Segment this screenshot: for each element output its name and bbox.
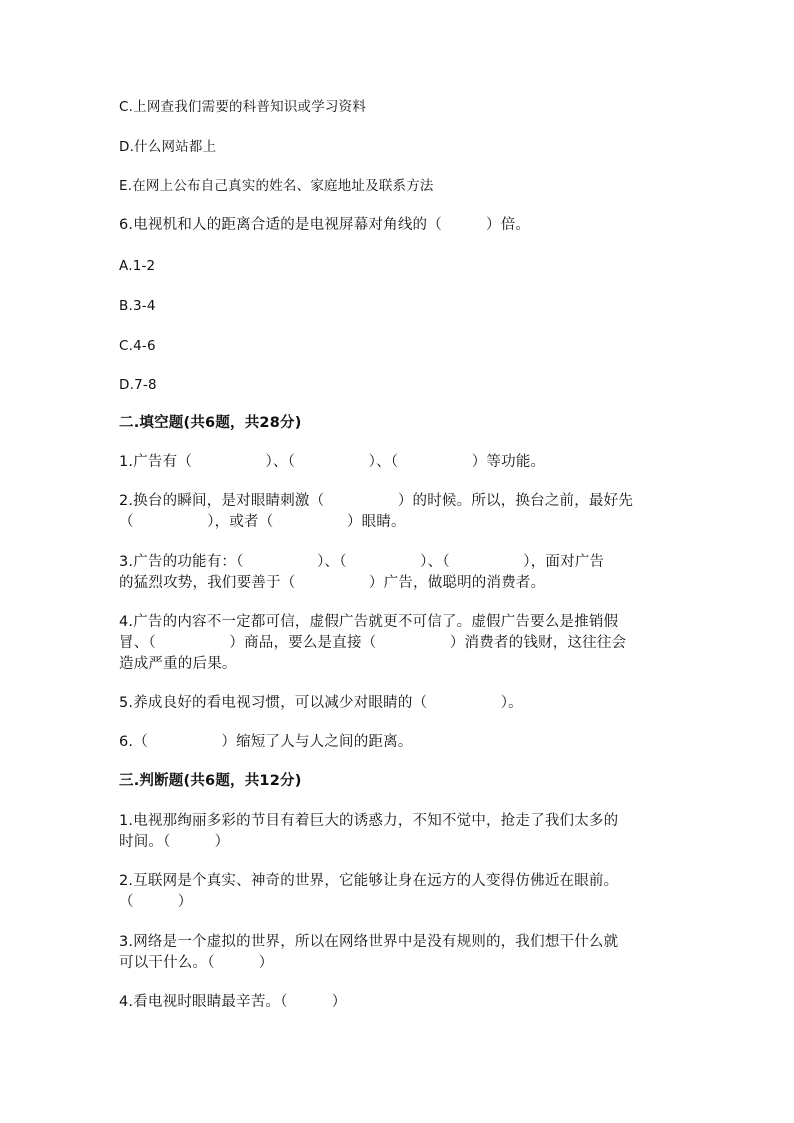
fill-q4-line1: 4.广告的内容不一定都可信，虚假广告就更不可信了。虚假广告要么是推销假 — [119, 614, 619, 630]
judge-q3-line2: 可以干什么。（ ） — [119, 955, 274, 971]
question-6-stem: 6.电视机和人的距离合适的是电视屏幕对角线的（ ）倍。 — [119, 217, 531, 233]
question-6-option-d: D.7-8 — [119, 377, 157, 393]
judge-q2-line1: 2.互联网是个真实、神奇的世界，它能够让身在远方的人变得仿佛近在眼前。 — [119, 873, 619, 889]
fill-q4-line2: 冒、（ ）商品，要么是直接（ ）消费者的钱财，这往往会 — [119, 635, 627, 651]
section-2-heading: 二.填空题(共6题，共28分) — [119, 415, 302, 431]
fill-q2-line1: 2.换台的瞬间，是对眼睛刺激（ ）的时候。所以，换台之前，最好先 — [119, 493, 634, 509]
question-6-option-c: C.4-6 — [119, 338, 156, 354]
question-6-option-a: A.1-2 — [119, 258, 156, 274]
question-6-option-b: B.3-4 — [119, 298, 156, 314]
fill-q4-line3: 造成严重的后果。 — [119, 656, 237, 672]
judge-q3-line1: 3.网络是一个虚拟的世界，所以在网络世界中是没有规则的，我们想干什么就 — [119, 934, 619, 950]
section-3-heading: 三.判断题(共6题，共12分) — [119, 773, 302, 789]
fill-q3-line2: 的猛烈攻势，我们要善于（ ）广告，做聪明的消费者。 — [119, 575, 546, 591]
fill-q6-line1: 6.（ ）缩短了人与人之间的距离。 — [119, 734, 413, 750]
option-c: C.上网查我们需要的科普知识或学习资料 — [119, 99, 367, 115]
fill-q2-line2: （ ），或者（ ）眼睛。 — [119, 514, 406, 530]
option-e: E.在网上公布自己真实的姓名、家庭地址及联系方法 — [119, 178, 434, 194]
judge-q4-line1: 4.看电视时眼睛最辛苦。（ ） — [119, 994, 347, 1010]
judge-q1-line1: 1.电视那绚丽多彩的节目有着巨大的诱惑力，不知不觉中，抢走了我们太多的 — [119, 813, 619, 829]
option-d: D.什么网站都上 — [119, 139, 217, 155]
judge-q2-line2: （ ） — [119, 894, 193, 910]
fill-q1-line1: 1.广告有（ ）、（ ）、（ ）等功能。 — [119, 454, 546, 470]
judge-q1-line2: 时间。（ ） — [119, 834, 230, 850]
fill-q5-line1: 5.养成良好的看电视习惯，可以减少对眼睛的（ ）。 — [119, 695, 523, 711]
fill-q3-line1: 3.广告的功能有：（ ）、（ ）、（ ），面对广告 — [119, 554, 605, 570]
